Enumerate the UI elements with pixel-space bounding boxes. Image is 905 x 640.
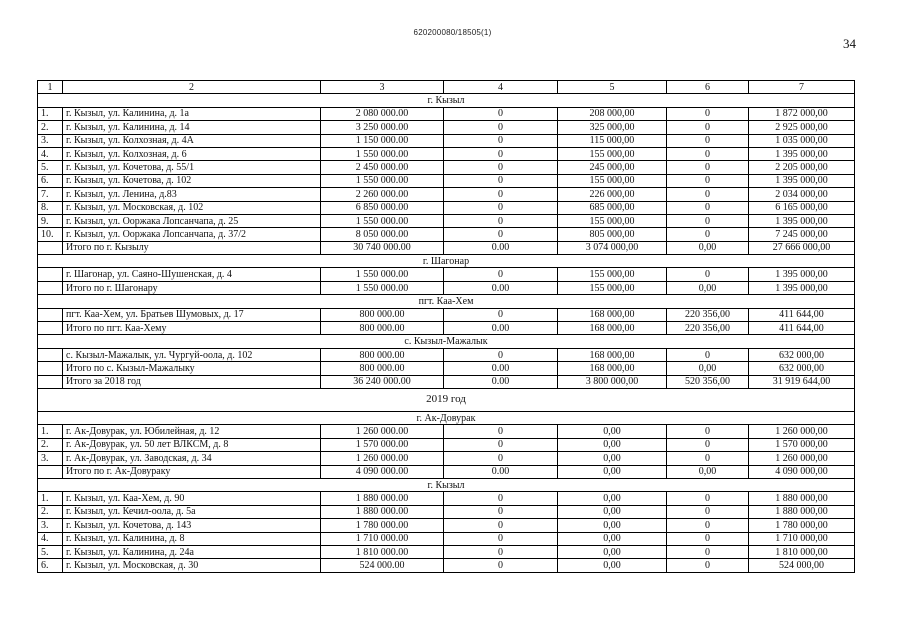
address-cell: г. Ак-Довурак, ул. Юбилейная, д. 12 [63, 425, 321, 438]
total-cell: 1 780 000,00 [749, 519, 855, 532]
total-cell: 1 570 000,00 [749, 438, 855, 451]
col6-cell: 0 [667, 228, 749, 241]
col5-cell: 245 000,00 [558, 161, 667, 174]
col5-cell: 155 000,00 [558, 281, 667, 294]
table-row [38, 452, 855, 465]
col5-cell: 155 000,00 [558, 214, 667, 227]
column-header: 3 [321, 81, 444, 94]
col5-cell: 685 000,00 [558, 201, 667, 214]
table-row [38, 505, 855, 518]
col4-cell: 0 [444, 147, 558, 160]
row-number [38, 241, 63, 254]
col6-cell: 0 [667, 348, 749, 361]
table-row [38, 322, 855, 335]
table-row [38, 375, 855, 388]
amount-cell: 1 550 000.00 [321, 268, 444, 281]
amount-cell: 1 880 000.00 [321, 505, 444, 518]
col6-cell: 0 [667, 214, 749, 227]
table-row [38, 532, 855, 545]
column-header: 1 [38, 81, 63, 94]
total-cell: 411 644,00 [749, 308, 855, 321]
table-row [38, 107, 855, 120]
col5-cell: 0,00 [558, 438, 667, 451]
column-header: 5 [558, 81, 667, 94]
amount-cell: 1 550 000.00 [321, 281, 444, 294]
amount-cell: 30 740 000.00 [321, 241, 444, 254]
col6-cell: 0 [667, 268, 749, 281]
table-row [38, 121, 855, 134]
table-row [38, 425, 855, 438]
table-row [38, 281, 855, 294]
address-cell: Итого по пгт. Каа-Хему [63, 322, 321, 335]
col4-cell: 0 [444, 452, 558, 465]
amount-cell: 4 090 000.00 [321, 465, 444, 478]
section-heading-row [38, 335, 855, 348]
col5-cell: 0,00 [558, 465, 667, 478]
total-cell: 1 395 000,00 [749, 281, 855, 294]
col4-cell: 0.00 [444, 322, 558, 335]
total-cell: 27 666 000,00 [749, 241, 855, 254]
row-number [38, 348, 63, 361]
row-number [38, 362, 63, 375]
table-row [38, 438, 855, 451]
row-number: 9. [38, 214, 63, 227]
col6-cell: 0 [667, 174, 749, 187]
amount-cell: 8 050 000.00 [321, 228, 444, 241]
column-header: 7 [749, 81, 855, 94]
address-cell: г. Кызыл, ул. Каа-Хем, д. 90 [63, 492, 321, 505]
column-header: 4 [444, 81, 558, 94]
col4-cell: 0 [444, 268, 558, 281]
address-cell: г. Кызыл, ул. Калинина, д. 1а [63, 107, 321, 120]
table-row [38, 161, 855, 174]
section-heading-row [38, 411, 855, 424]
col6-cell: 0 [667, 201, 749, 214]
table-row [38, 492, 855, 505]
col5-cell: 0,00 [558, 519, 667, 532]
col4-cell: 0 [444, 505, 558, 518]
amount-cell: 2 450 000.00 [321, 161, 444, 174]
col5-cell: 805 000,00 [558, 228, 667, 241]
col4-cell: 0 [444, 201, 558, 214]
section-heading-row [38, 295, 855, 308]
amount-cell: 2 260 000.00 [321, 188, 444, 201]
col5-cell: 155 000,00 [558, 174, 667, 187]
table-row [38, 147, 855, 160]
column-header: 2 [63, 81, 321, 94]
total-cell: 632 000,00 [749, 362, 855, 375]
header-row [38, 81, 855, 94]
address-cell: г. Кызыл, ул. Ооржака Лопсанчапа, д. 25 [63, 214, 321, 227]
row-number: 3. [38, 134, 63, 147]
address-cell: г. Кызыл, ул. Ооржака Лопсанчапа, д. 37/2 [63, 228, 321, 241]
amount-cell: 3 250 000.00 [321, 121, 444, 134]
total-cell: 7 245 000,00 [749, 228, 855, 241]
col5-cell: 0,00 [558, 532, 667, 545]
col6-cell: 0 [667, 121, 749, 134]
total-cell: 1 880 000,00 [749, 505, 855, 518]
row-number: 4. [38, 532, 63, 545]
total-cell: 2 205 000,00 [749, 161, 855, 174]
amount-cell: 1 260 000.00 [321, 452, 444, 465]
col6-cell: 0 [667, 134, 749, 147]
table-row [38, 214, 855, 227]
row-number: 5. [38, 545, 63, 558]
col5-cell: 325 000,00 [558, 121, 667, 134]
page-number: 34 [843, 36, 856, 51]
address-cell: г. Шагонар, ул. Саяно-Шушенская, д. 4 [63, 268, 321, 281]
col4-cell: 0.00 [444, 281, 558, 294]
col4-cell: 0 [444, 134, 558, 147]
col5-cell: 168 000,00 [558, 322, 667, 335]
total-cell: 411 644,00 [749, 322, 855, 335]
row-number: 2. [38, 505, 63, 518]
amount-cell: 1 570 000.00 [321, 438, 444, 451]
col4-cell: 0 [444, 559, 558, 572]
amount-cell: 1 550 000.00 [321, 214, 444, 227]
col5-cell: 168 000,00 [558, 362, 667, 375]
total-cell: 6 165 000,00 [749, 201, 855, 214]
col4-cell: 0 [444, 348, 558, 361]
amount-cell: 2 080 000.00 [321, 107, 444, 120]
amount-cell: 1 810 000.00 [321, 545, 444, 558]
section-heading-row [38, 94, 855, 107]
col6-cell: 0 [667, 188, 749, 201]
section-heading: г. Шагонар [38, 255, 855, 268]
funding-table [37, 80, 855, 573]
col4-cell: 0.00 [444, 241, 558, 254]
col4-cell: 0 [444, 545, 558, 558]
total-cell: 1 395 000,00 [749, 174, 855, 187]
row-number: 5. [38, 161, 63, 174]
col5-cell: 0,00 [558, 425, 667, 438]
col4-cell: 0 [444, 214, 558, 227]
col4-cell: 0 [444, 532, 558, 545]
total-cell: 1 810 000,00 [749, 545, 855, 558]
col5-cell: 0,00 [558, 545, 667, 558]
col4-cell: 0 [444, 174, 558, 187]
column-header: 6 [667, 81, 749, 94]
col5-cell: 226 000,00 [558, 188, 667, 201]
col5-cell: 168 000,00 [558, 348, 667, 361]
col6-cell: 0 [667, 452, 749, 465]
col6-cell: 220 356,00 [667, 308, 749, 321]
col5-cell: 0,00 [558, 452, 667, 465]
col5-cell: 3 800 000,00 [558, 375, 667, 388]
amount-cell: 800 000.00 [321, 348, 444, 361]
row-number: 2. [38, 121, 63, 134]
amount-cell: 1 710 000.00 [321, 532, 444, 545]
total-cell: 524 000,00 [749, 559, 855, 572]
row-number: 8. [38, 201, 63, 214]
col6-cell: 0 [667, 438, 749, 451]
address-cell: г. Кызыл, ул. Кочетова, д. 143 [63, 519, 321, 532]
col5-cell: 155 000,00 [558, 147, 667, 160]
row-number: 4. [38, 147, 63, 160]
total-cell: 1 395 000,00 [749, 214, 855, 227]
col6-cell: 0 [667, 107, 749, 120]
col6-cell: 0 [667, 492, 749, 505]
table-row [38, 188, 855, 201]
total-cell: 1 710 000,00 [749, 532, 855, 545]
total-cell: 31 919 644,00 [749, 375, 855, 388]
col5-cell: 3 074 000,00 [558, 241, 667, 254]
amount-cell: 36 240 000.00 [321, 375, 444, 388]
amount-cell: 800 000.00 [321, 362, 444, 375]
col4-cell: 0.00 [444, 362, 558, 375]
address-cell: Итого по с. Кызыл-Мажалыку [63, 362, 321, 375]
address-cell: г. Кызыл, ул. Московская, д. 102 [63, 201, 321, 214]
table-row [38, 201, 855, 214]
table-row [38, 268, 855, 281]
table-row [38, 545, 855, 558]
row-number: 2. [38, 438, 63, 451]
address-cell: Итого по г. Кызылу [63, 241, 321, 254]
total-cell: 1 260 000,00 [749, 452, 855, 465]
address-cell: с. Кызыл-Мажалык, ул. Чургуй-оола, д. 102 [63, 348, 321, 361]
col6-cell: 0 [667, 147, 749, 160]
table-row [38, 308, 855, 321]
section-heading: пгт. Каа-Хем [38, 295, 855, 308]
row-number: 3. [38, 452, 63, 465]
address-cell: г. Кызыл, ул. Калинина, д. 24а [63, 545, 321, 558]
row-number [38, 268, 63, 281]
table-row [38, 228, 855, 241]
address-cell: г. Кызыл, ул. Ленина, д.83 [63, 188, 321, 201]
row-number [38, 465, 63, 478]
table-row [38, 519, 855, 532]
row-number [38, 375, 63, 388]
total-cell: 1 035 000,00 [749, 134, 855, 147]
table-row [38, 362, 855, 375]
address-cell: г. Кызыл, ул. Кечил-оола, д. 5а [63, 505, 321, 518]
table-row [38, 174, 855, 187]
col6-cell: 0,00 [667, 241, 749, 254]
table-row [38, 559, 855, 572]
address-cell: г. Кызыл, ул. Колхозная, д. 4А [63, 134, 321, 147]
total-cell: 2 925 000,00 [749, 121, 855, 134]
amount-cell: 1 880 000.00 [321, 492, 444, 505]
section-heading: г. Ак-Довурак [38, 411, 855, 424]
row-number: 6. [38, 174, 63, 187]
col6-cell: 0,00 [667, 281, 749, 294]
col5-cell: 0,00 [558, 559, 667, 572]
address-cell: г. Кызыл, ул. Колхозная, д. 6 [63, 147, 321, 160]
section-heading: г. Кызыл [38, 94, 855, 107]
col5-cell: 155 000,00 [558, 268, 667, 281]
col4-cell: 0 [444, 121, 558, 134]
address-cell: пгт. Каа-Хем, ул. Братьев Шумовых, д. 17 [63, 308, 321, 321]
amount-cell: 1 260 000.00 [321, 425, 444, 438]
total-cell: 1 872 000,00 [749, 107, 855, 120]
section-heading: г. Кызыл [38, 478, 855, 491]
address-cell: г. Кызыл, ул. Кочетова, д. 55/1 [63, 161, 321, 174]
row-number: 1. [38, 425, 63, 438]
row-number: 10. [38, 228, 63, 241]
col4-cell: 0 [444, 425, 558, 438]
col6-cell: 0 [667, 559, 749, 572]
address-cell: г. Кызыл, ул. Московская, д. 30 [63, 559, 321, 572]
col5-cell: 208 000,00 [558, 107, 667, 120]
section-heading-row [38, 478, 855, 491]
col6-cell: 0,00 [667, 465, 749, 478]
address-cell: г. Кызыл, ул. Калинина, д. 8 [63, 532, 321, 545]
col4-cell: 0 [444, 438, 558, 451]
col6-cell: 0,00 [667, 362, 749, 375]
total-cell: 1 395 000,00 [749, 147, 855, 160]
table-row [38, 134, 855, 147]
amount-cell: 1 150 000.00 [321, 134, 444, 147]
col6-cell: 0 [667, 519, 749, 532]
table-row [38, 465, 855, 478]
address-cell: г. Кызыл, ул. Калинина, д. 14 [63, 121, 321, 134]
address-cell: г. Ак-Довурак, ул. 50 лет ВЛКСМ, д. 8 [63, 438, 321, 451]
col6-cell: 220 356,00 [667, 322, 749, 335]
col5-cell: 0,00 [558, 492, 667, 505]
table-row [38, 348, 855, 361]
total-cell: 1 880 000,00 [749, 492, 855, 505]
row-number [38, 308, 63, 321]
document-id: 620200080/18505(1) [413, 28, 492, 37]
year-heading-row [38, 388, 855, 411]
row-number: 6. [38, 559, 63, 572]
total-cell: 1 260 000,00 [749, 425, 855, 438]
col4-cell: 0 [444, 107, 558, 120]
col4-cell: 0 [444, 308, 558, 321]
table-body [38, 81, 855, 573]
col4-cell: 0 [444, 492, 558, 505]
address-cell: Итого по г. Ак-Довураку [63, 465, 321, 478]
col6-cell: 0 [667, 161, 749, 174]
row-number [38, 322, 63, 335]
table-row [38, 241, 855, 254]
row-number: 1. [38, 107, 63, 120]
row-number: 3. [38, 519, 63, 532]
total-cell: 2 034 000,00 [749, 188, 855, 201]
row-number [38, 281, 63, 294]
col4-cell: 0.00 [444, 375, 558, 388]
total-cell: 632 000,00 [749, 348, 855, 361]
amount-cell: 1 550 000.00 [321, 147, 444, 160]
amount-cell: 800 000.00 [321, 308, 444, 321]
amount-cell: 800 000.00 [321, 322, 444, 335]
col5-cell: 0,00 [558, 505, 667, 518]
amount-cell: 1 550 000.00 [321, 174, 444, 187]
col5-cell: 168 000,00 [558, 308, 667, 321]
section-heading: с. Кызыл-Мажалык [38, 335, 855, 348]
col4-cell: 0.00 [444, 465, 558, 478]
col4-cell: 0 [444, 519, 558, 532]
address-cell: г. Кызыл, ул. Кочетова, д. 102 [63, 174, 321, 187]
col6-cell: 0 [667, 425, 749, 438]
col5-cell: 115 000,00 [558, 134, 667, 147]
address-cell: Итого за 2018 год [63, 375, 321, 388]
amount-cell: 524 000.00 [321, 559, 444, 572]
col4-cell: 0 [444, 161, 558, 174]
amount-cell: 6 850 000.00 [321, 201, 444, 214]
col6-cell: 0 [667, 545, 749, 558]
col6-cell: 0 [667, 505, 749, 518]
col4-cell: 0 [444, 228, 558, 241]
col6-cell: 0 [667, 532, 749, 545]
address-cell: Итого по г. Шагонару [63, 281, 321, 294]
row-number: 1. [38, 492, 63, 505]
total-cell: 1 395 000,00 [749, 268, 855, 281]
col6-cell: 520 356,00 [667, 375, 749, 388]
address-cell: г. Ак-Довурак, ул. Заводская, д. 34 [63, 452, 321, 465]
col4-cell: 0 [444, 188, 558, 201]
row-number: 7. [38, 188, 63, 201]
year-heading: 2019 год [38, 388, 855, 411]
section-heading-row [38, 255, 855, 268]
amount-cell: 1 780 000.00 [321, 519, 444, 532]
total-cell: 4 090 000,00 [749, 465, 855, 478]
